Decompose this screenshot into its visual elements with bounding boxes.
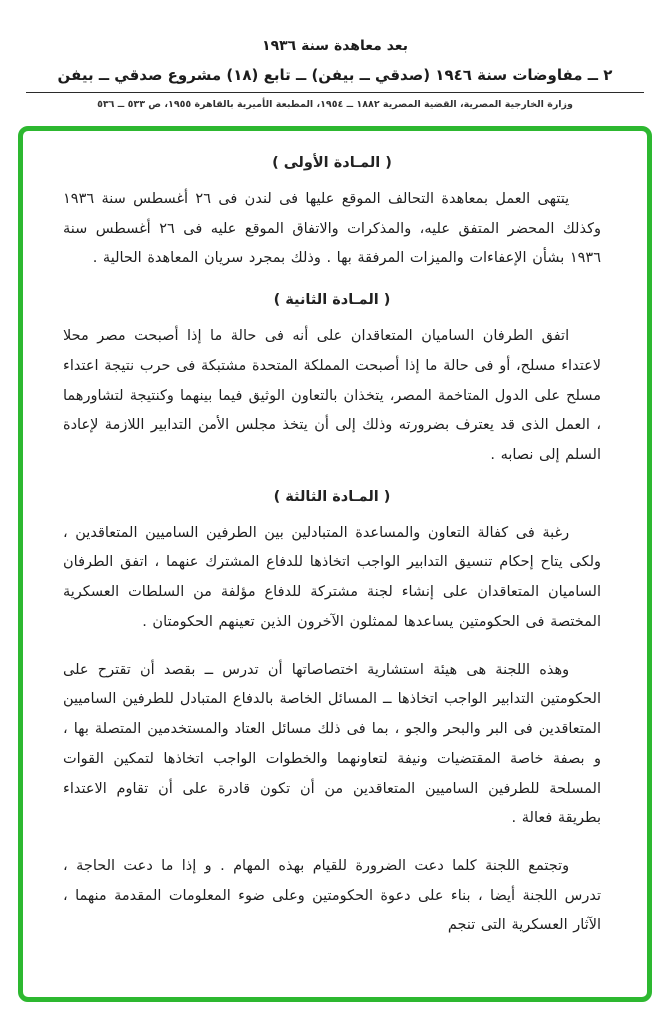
document-header xyxy=(0,0,670,110)
article-second-heading: ( المـادة الثانية ) xyxy=(273,292,391,309)
article-third-paragraph-2: وهذه اللجنة هى هيئة استشارية اختصاصاتها أن تدرس ــ بقصد أن تقترح على الحكومتين التدابير الواجب اتخاذها ــ المسائل الخاصة بالدفاع المتبادل للطرفين الساميين المتعاقدين فى البر والبحر والجو ، بما فى ذلك مسائل العتاد والمستخدمين المتصلة بها ، و بصفة خاصة المقتضيات ونيفة لتعاونهما والخطوات الواجب اتخاذها لتمكين القوات المسلحة للطرفين الساميين المتعاقدين من أن تكون قادرة على أن تقاوم الاعتداء بطريقة فعالة . xyxy=(63,661,601,827)
article-first-heading: ( المـادة الأولى ) xyxy=(272,155,392,171)
article-third xyxy=(63,489,601,941)
article-second-paragraph: اتفق الطرفان الساميان المتعاقدان على أنه فى حالة ما إذا أصبحت مصر محلا لاعتداء مسلح، أو فى حالة ما إذا أصبحت المملكة المتحدة مشتبكة فى حرب نتيجة اعتداء مسلح على الدول المتاخمة المصر، يتخذان بالتعاون الوثيق فيما بينهما وكنتيجة لتشاورهما ، العمل الذى قد يعترف بضرورته وذلك إلى أن يتخذ مجلس الأمن التدابير اللازمة لإعادة السلم إلى نصابه . xyxy=(63,328,601,464)
page-subtitle: ٢ ــ مفاوضات سنة ١٩٤٦ (صدقي ــ بيفن) ــ تابع (١٨) مشروع صدقي ــ بيفن xyxy=(26,66,644,93)
article-third-paragraph-3: وتجتمع اللجنة كلما دعت الضرورة للقيام بهذه المهام . و إذا ما دعت الحاجة ، تدرس اللجنة أيضا ، بناء على دعوة الحكومتين وعلى ضوء المعلومات المقدمة منهما ، الآثار العسكرية التى تنجم xyxy=(63,857,601,934)
article-first xyxy=(63,155,601,274)
article-third-paragraph-1: رغبة فى كفالة التعاون والمساعدة المتبادلين بين الطرفين الساميين المتعاقدين ، ولكى يتاح إحكام تنسيق التدابير الواجب اتخاذها للدفاع المشترك عنهما ، اتفق الطرفان الساميان المتعاقدان على إنشاء لجنة مشتركة للدفاع مؤلفة من السلطات العسكرية المختصة فى الحكومتين يساعدها لممثلون الآخرون الذين تعينهم الحكومتان . xyxy=(63,524,601,630)
document-body-frame xyxy=(18,126,652,1002)
article-third-heading: ( المـادة الثالثة ) xyxy=(273,488,391,505)
page-title: بعد معاهدة سنة ١٩٣٦ xyxy=(262,38,408,54)
article-second xyxy=(63,292,601,471)
source-citation: وزارة الخارجية المصرية، القضية المصرية ١٨٨٢ ــ ١٩٥٤، المطبعة الأميرية بالقاهرة ١٩٥٥، ص ٥٣٣ ــ ٥٣٦ xyxy=(97,99,573,110)
article-first-paragraph: يتتهى العمل بمعاهدة التحالف الموقع عليها فى لندن فى ٢٦ أغسطس سنة ١٩٣٦ وكذلك المحضر المتفق عليه، والمذكرات والاتفاق الموقع عليه فى ٢٦ أغسطس سنة ١٩٣٦ بشأن الإعفاءات والميزات المرفقة بها . وذلك بمجرد سريان المعاهدة الحالية . xyxy=(63,191,601,267)
